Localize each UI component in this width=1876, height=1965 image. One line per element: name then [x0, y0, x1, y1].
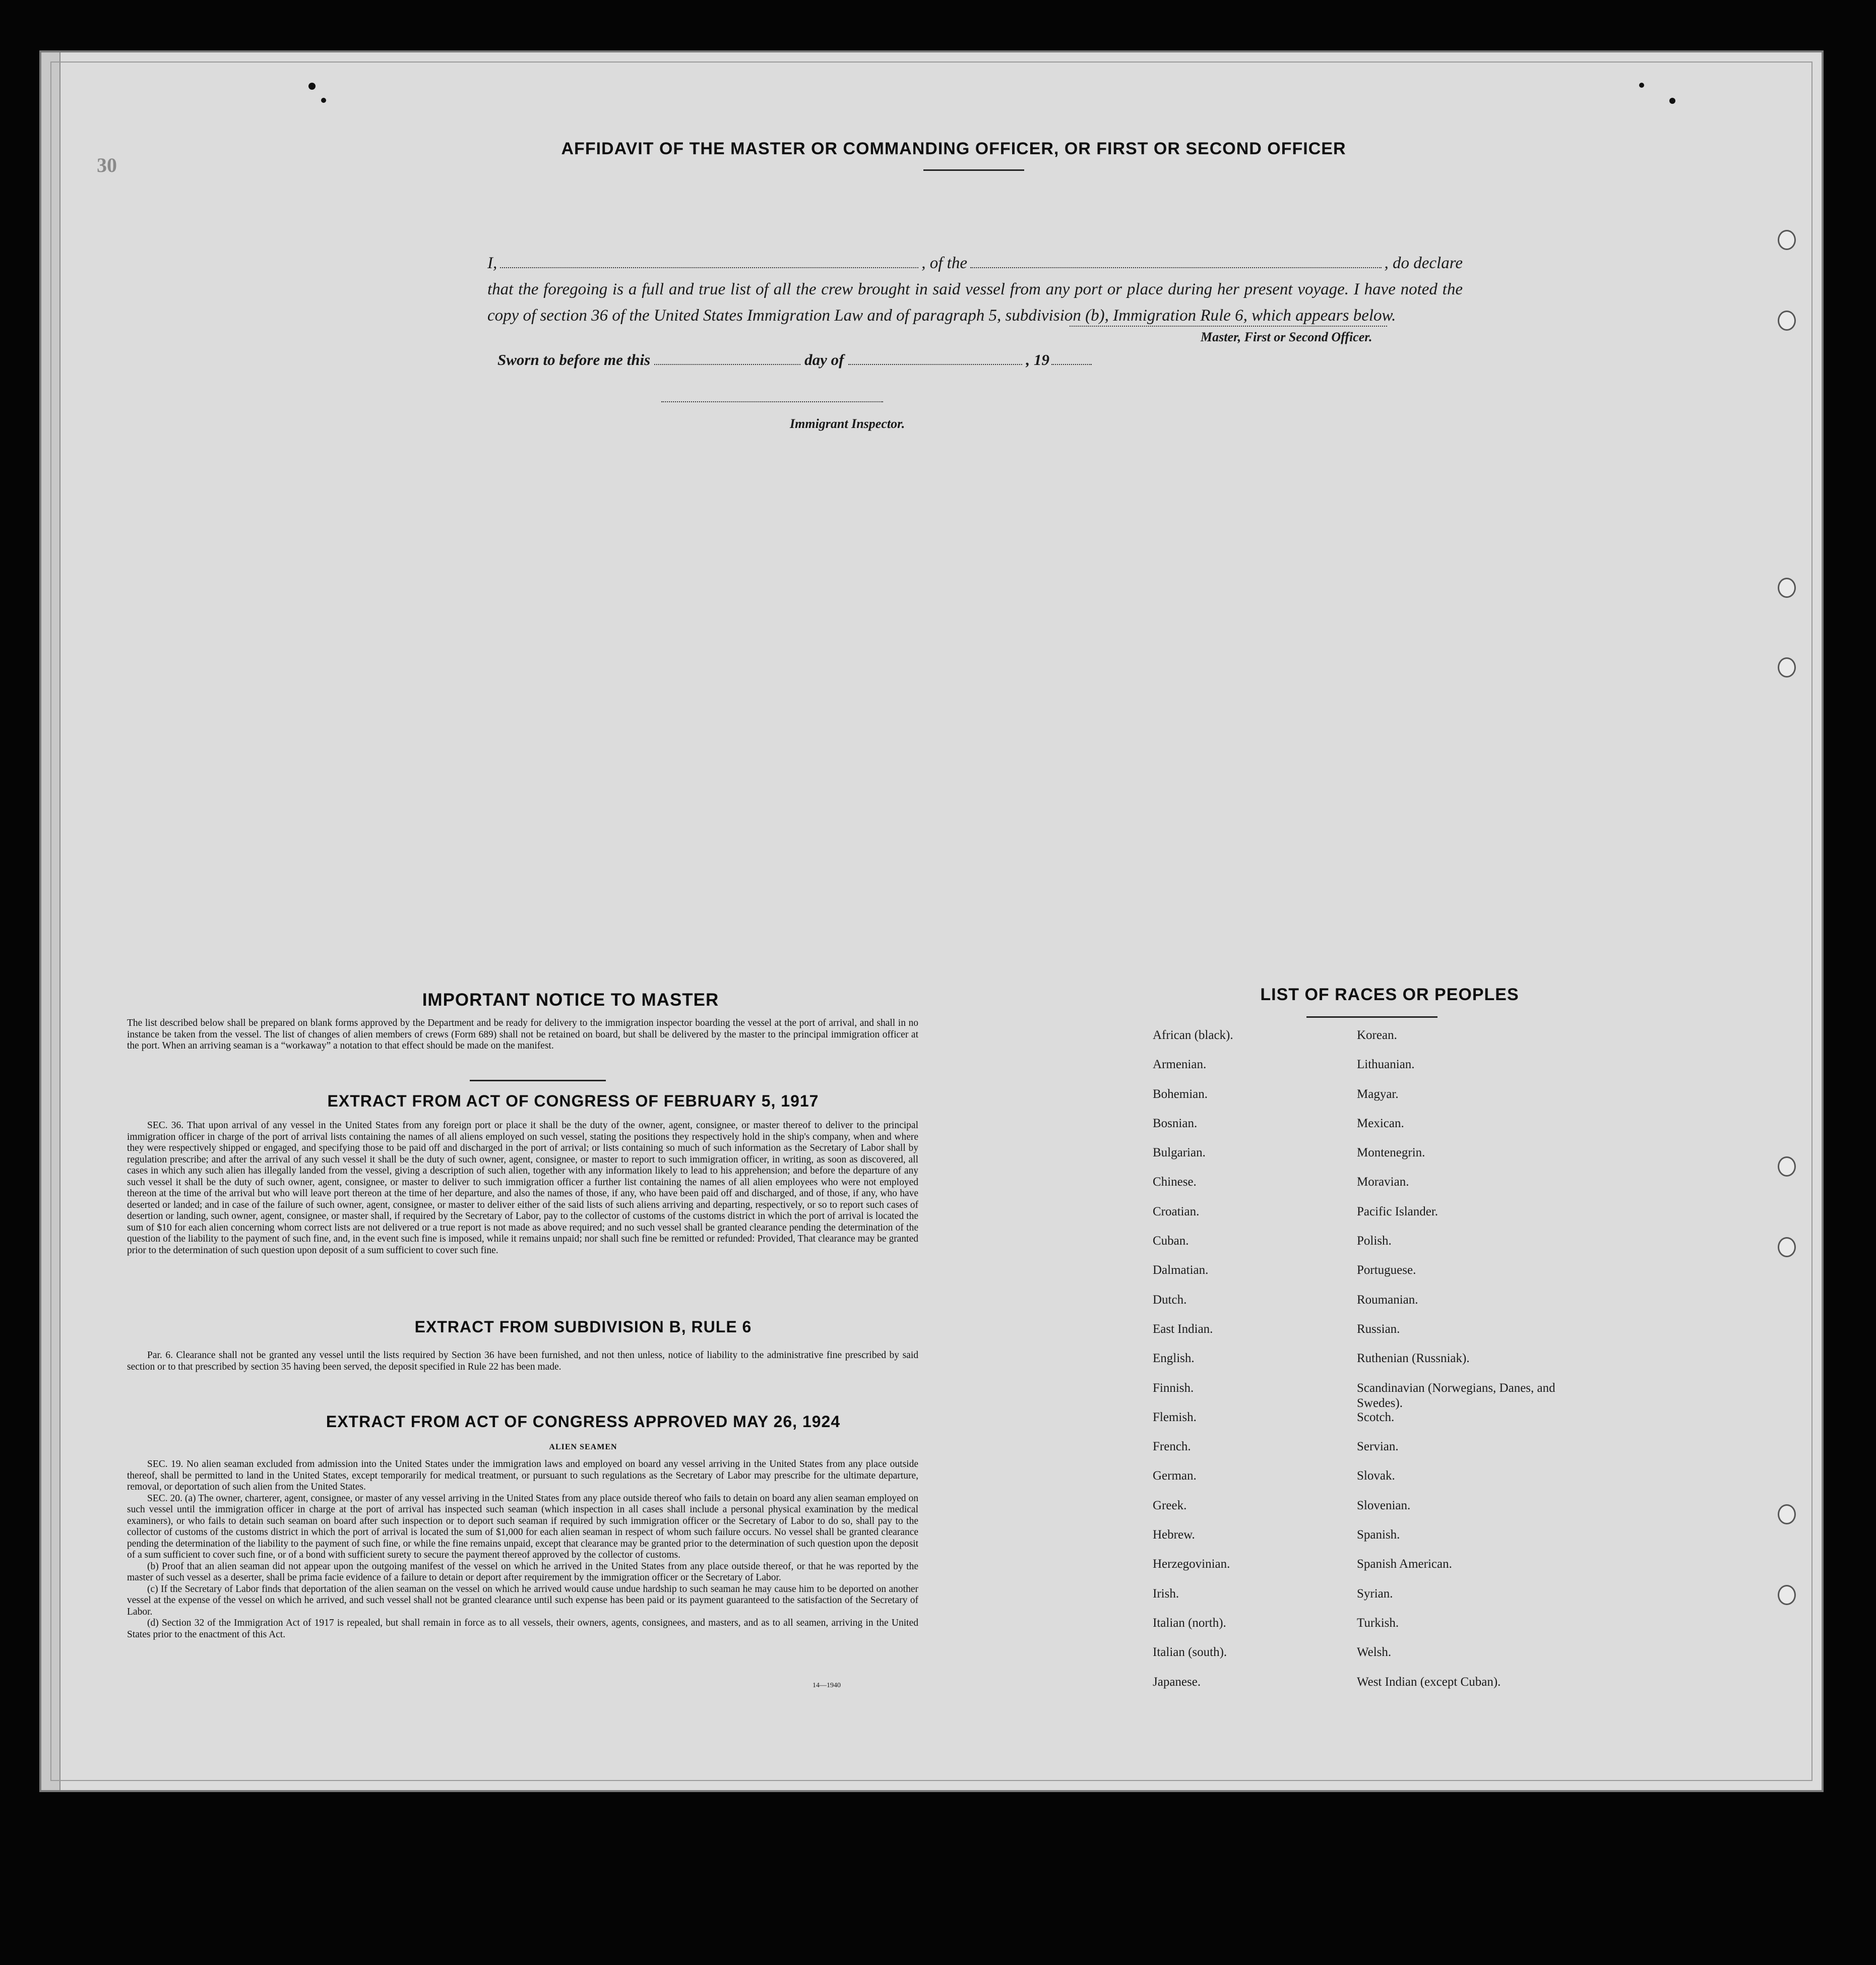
races-rule	[1306, 1016, 1437, 1018]
race-item: Roumanian.	[1357, 1293, 1418, 1307]
name-blank	[500, 252, 918, 268]
punch-hole	[1778, 578, 1796, 598]
extract-rule6-text: Par. 6. Clearance shall not be granted any vessel until the lists required by Section 36 have been furnished, and not then unless, notice of liability to the administrative fine prescribed by said section or to that prescribed by section 35 having been served, the deposit specified in Rule 22 has been made.	[127, 1350, 918, 1372]
sec-19-paragraph: SEC. 19. No alien seaman excluded from admission into the United States under the immigration laws and employed on board any vessel arriving in the United States from any place outside thereof, shall be permitted to land in the United States, except temporarily for medical treatment, or pursuant to such regulations as the Secretary of Labor may prescribe for the ultimate departure, removal, or deportation of such alien from the United States.	[127, 1459, 918, 1492]
affidavit-statement: that the foregoing is a full and true list of all the crew brought in said vessel from any port or place during her present voyage. I have noted the copy of section 36 of the United States Immigration Law and of paragraph 5, subdivision (b), Immigration Rule 6, which appears below.	[487, 280, 1463, 325]
race-item: Japanese.	[1153, 1675, 1201, 1689]
race-item: Servian.	[1357, 1440, 1399, 1454]
ink-speck	[321, 98, 326, 103]
race-item: Turkish.	[1357, 1616, 1399, 1630]
title-rule	[923, 169, 1024, 171]
race-item: Korean.	[1357, 1028, 1397, 1042]
document-page	[39, 50, 1824, 1792]
sec-20d-paragraph: (d) Section 32 of the Immigration Act of 1917 is repealed, but shall remain in force as to all vessels, their owners, agents, consignees, and masters, and as to all seamen, arriving in the United States prior to the enactment of this Act.	[127, 1618, 918, 1640]
inspector-label: Immigrant Inspector.	[790, 416, 905, 431]
sec-20c-paragraph: (c) If the Secretary of Labor finds that deportation of the alien seaman on the vessel on which he arrived would cause undue hardship to such seaman he may cause him to be deported on another vessel at the expense of the vessel on which he arrived, and such vessel shall not be granted clearance until such expense has been paid or its payment guaranteed to the satisfaction of the Secretary of Labor.	[127, 1583, 918, 1617]
race-item: Irish.	[1153, 1586, 1179, 1601]
affidavit-title: AFFIDAVIT OF THE MASTER OR COMMANDING OFFICER, OR FIRST OR SECOND OFFICER	[561, 139, 1346, 158]
inspector-line	[661, 401, 883, 402]
races-title: LIST OF RACES OR PEOPLES	[1260, 985, 1519, 1004]
race-item: Chinese.	[1153, 1175, 1197, 1189]
race-item: Dalmatian.	[1153, 1263, 1209, 1277]
race-item: Scotch.	[1357, 1410, 1395, 1424]
race-item: West Indian (except Cuban).	[1357, 1675, 1501, 1689]
race-item: Montenegrin.	[1357, 1146, 1425, 1160]
race-item: German.	[1153, 1469, 1197, 1483]
races-right-column	[1357, 1028, 1569, 1704]
race-item: Cuban.	[1153, 1234, 1189, 1248]
race-item: African (black).	[1153, 1028, 1233, 1042]
race-item: Herzegovinian.	[1153, 1557, 1230, 1571]
page-number: 30	[97, 154, 117, 176]
extract-1924-title: EXTRACT FROM ACT OF CONGRESS APPROVED MAY 26, 1924	[326, 1413, 841, 1431]
race-item: Moravian.	[1357, 1175, 1409, 1189]
alien-seamen-subtitle: ALIEN SEAMEN	[549, 1443, 617, 1451]
affidavit-body	[487, 250, 1463, 329]
race-item: Bulgarian.	[1153, 1146, 1206, 1160]
race-item: Dutch.	[1153, 1293, 1187, 1307]
sec-20a-paragraph: SEC. 20. (a) The owner, charterer, agent, consignee, or master of any vessel arriving in the United States from any place outside thereof who fails to detain on board any alien seaman employed on such vessel until the immigration officer in charge at the port of arrival has inspected such seaman (which inspection in all cases shall include a personal physical examination by the medical examiners), or who fails to detain such seaman on board after such inspection or to deport such seaman if required by such immigration officer or the Secretary of Labor to do so, shall pay to the collector of customs of the customs district in which the port of arrival is located the sum of $1,000 for each alien seaman in respect of whom such failure occurs. No vessel shall be granted clearance pending the determination of the liability to the payment of such fine, or while the fine remains unpaid, except that clearance may be granted prior to the determination of such question upon the deposit of a sum sufficient to cover such fine, or of a bond with sufficient surety to secure the payment thereof approved by the collector of customs.	[127, 1493, 918, 1560]
month-blank	[848, 350, 1022, 365]
race-item: French.	[1153, 1440, 1191, 1454]
ink-speck	[308, 83, 316, 90]
race-item: Italian (south).	[1153, 1645, 1227, 1660]
extract-1917-title: EXTRACT FROM ACT OF CONGRESS OF FEBRUARY 5, 1917	[327, 1092, 819, 1110]
form-code: 14—1940	[812, 1682, 841, 1689]
extract-1917-text: SEC. 36. That upon arrival of any vessel in the United States from any foreign port or place it shall be the duty of the owner, agent, consignee, or master thereof to deliver to the principal immigration officer in charge of the port of arrival lists containing the names of all aliens employed on such vessel, stating the positions they respectively hold in the ship's company, when and where they were respectively shipped or engaged, and specifying those to be paid off and discharged in the port of arrival; or lists containing so much of such information as the Secretary of Labor shall by regulation prescribe; and after the arrival of any such vessel it shall be the duty of such owner, agent, consignee, or master to report to such immigration officer, in writing, as soon as discovered, all cases in which any such alien has illegally landed from the vessel, giving a description of such alien, together with any information likely to lead to his apprehension; and before the departure of any such vessel it shall be the duty of such owner, agent, consignee, or master to deliver to such immigration officer a further list containing the names of all alien employees who were not employed thereon at the time of the arrival but who will leave port thereon at the time of her departure, and also the names of those, if any, who have been paid off and discharged, and of those, if any, who have deserted or landed; and in case of the failure of such owner, agent, consignee, or master to deliver either of the said lists of such aliens arriving and departing, respectively, or so to report such cases of desertion or landing, such owner, agent, consignee, or master shall, if required by the Secretary of Labor, pay to the collector of customs of the customs district in which the port of arrival is located the sum of $10 for each alien concerning whom correct lists are not delivered or a true report is not made as above required; and no such vessel shall be granted clearance pending the determination of the question of the liability to the payment of such fine, and, in the event such fine is imposed, while it remains unpaid; nor shall such fine be remitted or refunded: Provided, That clearance may be granted prior to the determination of such question upon deposit of a sum sufficient to cover such fine.	[127, 1120, 918, 1256]
race-item: Bosnian.	[1153, 1116, 1198, 1130]
sworn-prefix: Sworn to before me this	[497, 351, 651, 369]
punch-hole	[1778, 1237, 1796, 1257]
races-left-column	[1153, 1028, 1344, 1704]
race-item: Ruthenian (Russniak).	[1357, 1352, 1470, 1366]
ink-speck	[1639, 83, 1644, 88]
race-item: Syrian.	[1357, 1586, 1393, 1601]
race-item: Spanish American.	[1357, 1557, 1452, 1571]
year-blank	[1051, 350, 1092, 365]
race-item: Slovak.	[1357, 1469, 1395, 1483]
punch-hole	[1778, 311, 1796, 331]
day-blank	[654, 350, 800, 365]
sworn-year: , 19	[1026, 351, 1049, 369]
race-item: Italian (north).	[1153, 1616, 1226, 1630]
race-item: Greek.	[1153, 1498, 1187, 1512]
race-item: Magyar.	[1357, 1087, 1399, 1101]
sworn-day-of: day of	[804, 351, 844, 369]
ink-speck	[1669, 98, 1675, 104]
race-item: Polish.	[1357, 1234, 1392, 1248]
race-item: Mexican.	[1357, 1116, 1404, 1130]
notice-text: The list described below shall be prepared on blank forms approved by the Department and be ready for delivery to the immigration inspector boarding the vessel at the port of arrival, and shall in no instance be taken from the vessel. The list of changes of alien members of crews (Form 689) shall not be retained on board, but shall be delivered by the master to the principal immigration officer at the port. When an arriving seaman is a “workaway” a notation to that effect should be made on the manifest.	[127, 1018, 918, 1051]
race-item: Croatian.	[1153, 1204, 1200, 1218]
race-item: Bohemian.	[1153, 1087, 1208, 1101]
signature-label: Master, First or Second Officer.	[1201, 330, 1372, 344]
race-item: East Indian.	[1153, 1322, 1213, 1336]
punch-hole	[1778, 1156, 1796, 1177]
sec-20b-paragraph: (b) Proof that an alien seaman did not appear upon the outgoing manifest of the vessel on which he arrived in the United States from any place outside thereof, or that he was reported by the master of such vessel as a deserter, shall be prima facie evidence of a failure to detain or deport after requirement by the immigration officer or the Secretary of Labor.	[127, 1561, 918, 1583]
affidavit-i: I,	[487, 254, 497, 272]
signature-line	[1070, 326, 1387, 327]
race-item: Hebrew.	[1153, 1528, 1195, 1542]
race-item: Finnish.	[1153, 1381, 1194, 1395]
extract-1924-text	[127, 1459, 918, 1640]
affidavit-declare: , do declare	[1384, 254, 1463, 272]
race-item: Flemish.	[1153, 1410, 1197, 1424]
sworn-line	[497, 350, 1183, 369]
notice-rule	[470, 1080, 606, 1081]
punch-hole	[1778, 1585, 1796, 1605]
race-item: Lithuanian.	[1357, 1058, 1415, 1072]
race-item: Russian.	[1357, 1322, 1400, 1336]
punch-hole	[1778, 230, 1796, 250]
race-item: Slovenian.	[1357, 1498, 1411, 1512]
race-item: English.	[1153, 1352, 1195, 1366]
punch-hole	[1778, 657, 1796, 678]
notice-title: IMPORTANT NOTICE TO MASTER	[422, 990, 719, 1010]
affidavit-of-the: , of the	[921, 254, 967, 272]
race-item: Armenian.	[1153, 1058, 1207, 1072]
vessel-blank	[970, 252, 1382, 268]
race-item: Portuguese.	[1357, 1263, 1416, 1277]
extract-rule6-title: EXTRACT FROM SUBDIVISION B, RULE 6	[414, 1318, 752, 1336]
race-item: Pacific Islander.	[1357, 1204, 1439, 1218]
punch-hole	[1778, 1504, 1796, 1524]
race-item: Scandinavian (Norwegians, Danes, and Swedes).	[1357, 1381, 1555, 1410]
race-item: Welsh.	[1357, 1645, 1392, 1660]
race-item: Spanish.	[1357, 1528, 1400, 1542]
